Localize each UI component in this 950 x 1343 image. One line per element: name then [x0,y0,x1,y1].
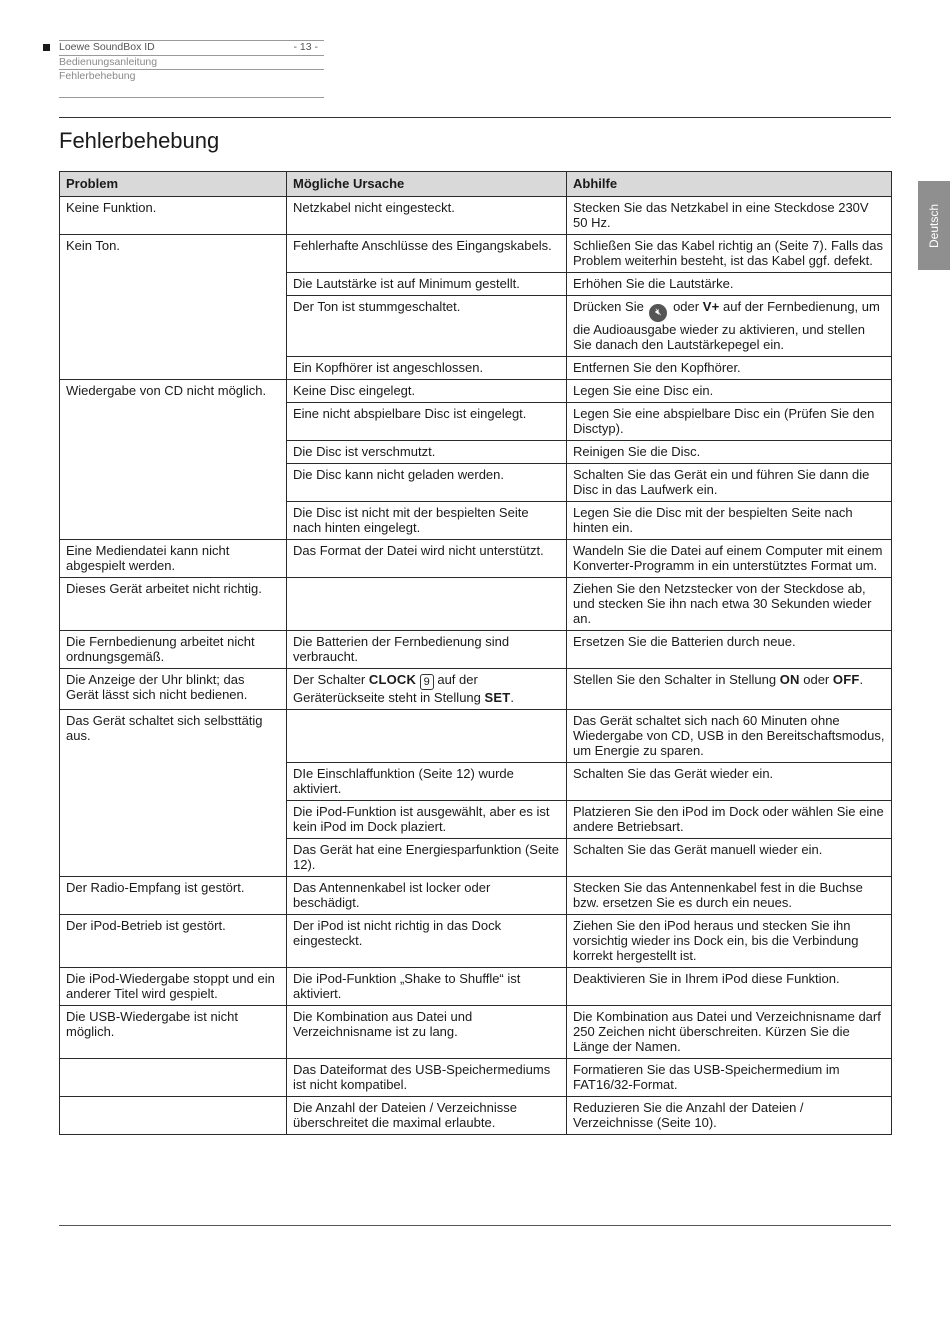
cause-text-mid: auf der Geräterückseite steht in Stellung [293,672,481,705]
cause-cell: Die Disc ist verschmutzt. [287,441,567,464]
remedy-cell: Legen Sie eine Disc ein. [567,380,892,403]
header-manual: Bedienungsanleitung [59,56,158,68]
remedy-cell [567,669,892,710]
cause-cell: Ein Kopfhörer ist angeschlossen. [287,357,567,380]
cause-cell: Keine Disc eingelegt. [287,380,567,403]
table-row [60,1097,892,1135]
problem-cell: Die Fernbedienung arbeitet nicht ordnungsgemäß. [60,631,287,669]
troubleshooting-table [59,171,892,1135]
remedy-text-or: oder [673,299,700,314]
problem-cell: Kein Ton. [60,235,287,380]
mute-icon: 🔇︎ [649,304,667,322]
column-header-cause: Mögliche Ursache [287,172,567,197]
cause-cell: Der Ton ist stummgeschaltet. [287,296,567,357]
cause-cell: Die Disc kann nicht geladen werden. [287,464,567,502]
problem-cell: Eine Mediendatei kann nicht abgespielt werden. [60,540,287,578]
cause-cell: Die Kombination aus Datei und Verzeichnisname ist zu lang. [287,1006,567,1059]
table-row [60,710,892,763]
cause-cell: Der iPod ist nicht richtig in das Dock eingesteckt. [287,915,567,968]
cause-cell: Das Format der Datei wird nicht unterstützt. [287,540,567,578]
cause-cell: Die Anzahl der Dateien / Verzeichnisse überschreitet die maximal erlaubte. [287,1097,567,1135]
header-divider [59,97,324,98]
table-row [60,578,892,631]
volume-up-key: V+ [702,299,720,314]
remedy-cell: Formatieren Sie das USB-Speichermedium im FAT16/32-Format. [567,1059,892,1097]
cause-cell: Die Lautstärke ist auf Minimum gestellt. [287,273,567,296]
bottom-rule [59,1225,891,1226]
problem-cell: Keine Funktion. [60,197,287,235]
remedy-cell: Reinigen Sie die Disc. [567,441,892,464]
remedy-cell: Schalten Sie das Gerät ein und führen Sie dann die Disc in das Laufwerk ein. [567,464,892,502]
cause-cell [287,578,567,631]
remedy-cell: Platzieren Sie den iPod im Dock oder wählen Sie eine andere Betriebsart. [567,801,892,839]
remedy-cell: Schalten Sie das Gerät wieder ein. [567,763,892,801]
remedy-cell [567,296,892,357]
column-header-remedy: Abhilfe [567,172,892,197]
remedy-text-post: auf der Fernbedienung, um die Audioausgabe wieder zu aktivieren, und stellen Sie danach den Lautstärkepegel ein. [573,299,880,352]
cause-cell: Das Dateiformat des USB-Speichermediums ist nicht kompatibel. [287,1059,567,1097]
problem-cell [60,1059,287,1097]
problem-cell: Die iPod-Wiedergabe stoppt und ein anderer Titel wird gespielt. [60,968,287,1006]
remedy-cell: Ziehen Sie den Netzstecker von der Steckdose ab, und stecken Sie ihn nach etwa 30 Sekunden wieder an. [567,578,892,631]
remedy-cell: Ziehen Sie den iPod heraus und stecken Sie ihn vorsichtig wieder ins Dock ein, bis die Verbindung korrekt hergestellt ist. [567,915,892,968]
cause-cell: DIe Einschlaffunktion (Seite 12) wurde aktiviert. [287,763,567,801]
problem-cell: Die Anzeige der Uhr blinkt; das Gerät lässt sich nicht bedienen. [60,669,287,710]
remedy-cell: Entfernen Sie den Kopfhörer. [567,357,892,380]
cause-cell [287,669,567,710]
remedy-cell: Legen Sie die Disc mit der bespielten Seite nach hinten ein. [567,502,892,540]
header-product-row [59,40,324,54]
problem-cell: Wiedergabe von CD nicht möglich. [60,380,287,540]
problem-cell: Der iPod-Betrieb ist gestört. [60,915,287,968]
remedy-cell: Wandeln Sie die Datei auf einem Computer mit einem Konverter-Programm in ein unterstütztes Format um. [567,540,892,578]
remedy-cell: Schalten Sie das Gerät manuell wieder ein. [567,839,892,877]
remedy-cell: Die Kombination aus Datei und Verzeichnisname darf 250 Zeichen nicht überschreiten. Kürzen Sie die Länge der Namen. [567,1006,892,1059]
remedy-cell: Das Gerät schaltet sich nach 60 Minuten ohne Wiedergabe von CD, USB in den Bereitschaftsmodus, um Energie zu sparen. [567,710,892,763]
cause-cell: Die Batterien der Fernbedienung sind verbraucht. [287,631,567,669]
remedy-cell: Schließen Sie das Kabel richtig an (Seite 7). Falls das Problem weiterhin besteht, ist das Kabel ggf. defekt. [567,235,892,273]
remedy-text-end: . [859,672,864,687]
table-row [60,197,892,235]
remedy-cell: Erhöhen Sie die Lautstärke. [567,273,892,296]
on-position-label: ON [779,672,800,687]
remedy-cell: Stecken Sie das Netzkabel in eine Steckdose 230V 50 Hz. [567,197,892,235]
table-row [60,915,892,968]
clock-switch-number: 9 [420,674,434,690]
cause-cell: Fehlerhafte Anschlüsse des Eingangskabels. [287,235,567,273]
remedy-cell: Deaktivieren Sie in Ihrem iPod diese Funktion. [567,968,892,1006]
problem-cell [60,1097,287,1135]
problem-cell: Das Gerät schaltet sich selbsttätig aus. [60,710,287,877]
cause-cell: Netzkabel nicht eingesteckt. [287,197,567,235]
page-number: - 13 - [293,41,318,53]
table-row [60,669,892,710]
cause-text-end: . [510,690,515,705]
language-tab [918,181,950,270]
problem-cell: Die USB-Wiedergabe ist nicht möglich. [60,1006,287,1059]
problem-cell: Der Radio-Empfang ist gestört. [60,877,287,915]
column-header-problem: Problem [60,172,287,197]
remedy-cell: Ersetzen Sie die Batterien durch neue. [567,631,892,669]
table-row [60,380,892,403]
cause-cell [287,710,567,763]
remedy-cell: Stecken Sie das Antennenkabel fest in die Buchse bzw. ersetzen Sie es durch ein neues. [567,877,892,915]
table-row [60,235,892,273]
cause-cell: Das Gerät hat eine Energiesparfunktion (Seite 12). [287,839,567,877]
problem-cell: Dieses Gerät arbeitet nicht richtig. [60,578,287,631]
table-row [60,1059,892,1097]
language-tab-label: Deutsch [927,203,941,248]
table-row [60,968,892,1006]
off-position-label: OFF [832,672,860,687]
remedy-cell: Reduzieren Sie die Anzahl der Dateien / Verzeichnisse (Seite 10). [567,1097,892,1135]
top-rule [59,117,891,118]
cause-cell: Die iPod-Funktion ist ausgewählt, aber es ist kein iPod im Dock plaziert. [287,801,567,839]
cause-cell: Das Antennenkabel ist locker oder beschädigt. [287,877,567,915]
table-row [60,631,892,669]
remedy-text-or: oder [803,672,830,687]
remedy-text-pre: Stellen Sie den Schalter in Stellung [573,672,777,687]
remedy-cell: Legen Sie eine abspielbare Disc ein (Prüfen Sie den Disctyp). [567,403,892,441]
cause-cell: Die iPod-Funktion „Shake to Shuffle“ ist aktiviert. [287,968,567,1006]
cause-cell: Die Disc ist nicht mit der bespielten Seite nach hinten eingelegt. [287,502,567,540]
table-header-row [60,172,892,197]
set-position-label: SET [484,690,511,705]
clock-switch-label: CLOCK [368,672,417,687]
header-product: Loewe SoundBox ID [59,41,155,53]
header-bullet [43,44,50,51]
page-title: Fehlerbehebung [59,128,220,153]
header-section: Fehlerbehebung [59,70,136,82]
cause-text-pre: Der Schalter [293,672,366,687]
table-row [60,877,892,915]
cause-cell: Eine nicht abspielbare Disc ist eingelegt. [287,403,567,441]
remedy-text-pre: Drücken Sie [573,299,644,314]
table-row [60,1006,892,1059]
header-section-row [59,69,324,83]
table-row [60,540,892,578]
header-manual-row [59,55,324,69]
